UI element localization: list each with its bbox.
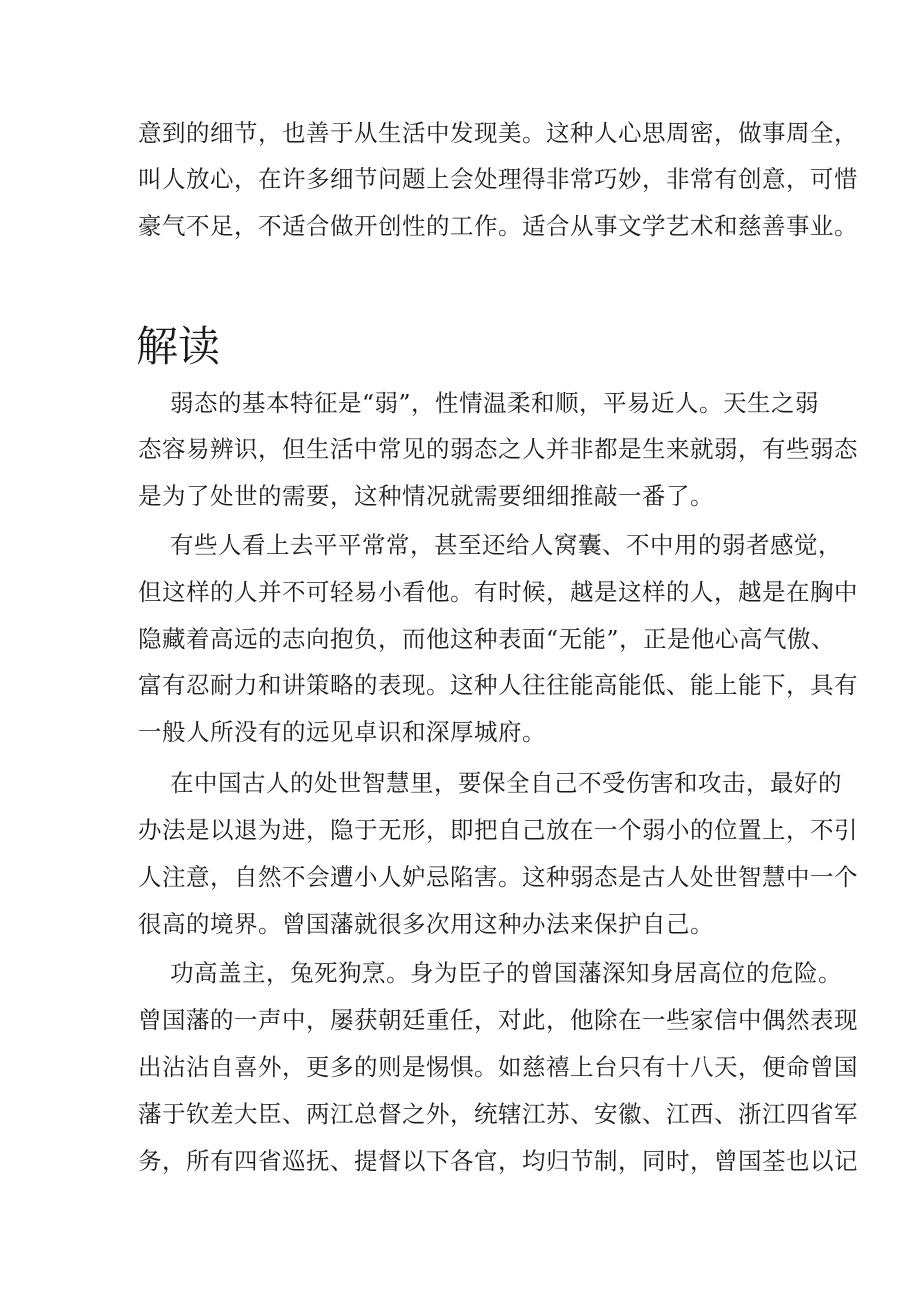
text-line: 有些人看上去平平常常，甚至还给人窝囊、不中用的弱者感觉，: [170, 531, 842, 559]
text-line: 态容易辨识，但生活中常见的弱态之人并非都是生来就弱，有些弱态: [138, 435, 858, 463]
text-line: 曾国藩的一声中，屡获朝廷重任，对此，他除在一些家信中偶然表现: [138, 1006, 858, 1034]
text-line: 办法是以退为进，隐于无形，即把自己放在一个弱小的位置上，不引: [138, 816, 858, 844]
text-line: 豪气不足，不适合做开创性的工作。适合从事文学艺术和慈善事业。: [138, 212, 858, 240]
text-line: 弱态的基本特征是“弱”，性情温柔和顺，平易近人。天生之弱: [170, 389, 820, 417]
text-line: 很高的境界。曾国藩就很多次用这种办法来保护自己。: [138, 910, 714, 938]
text-line: 是为了处世的需要，这种情况就需要细细推敲一番了。: [138, 482, 714, 510]
text-line: 隐藏着高远的志向抱负，而他这种表面“无能”，正是他心高气傲、: [138, 625, 836, 653]
text-line: 富有忍耐力和讲策略的表现。这种人往往能高能低、能上能下，具有: [138, 671, 858, 699]
text-line: 藩于钦差大臣、两江总督之外，统辖江苏、安徽、江西、浙江四省军: [138, 1100, 858, 1128]
section-heading: 解读: [136, 322, 221, 371]
text-line: 但这样的人并不可轻易小看他。有时候，越是这样的人，越是在胸中: [138, 578, 858, 606]
text-line: 功高盖主，兔死狗烹。身为臣子的曾国藩深知身居高位的危险。: [170, 959, 842, 987]
text-line: 意到的细节，也善于从生活中发现美。这种人心思周密，做事周全，: [138, 119, 858, 147]
text-line: 一般人所没有的远见卓识和深厚城府。: [138, 718, 546, 746]
text-line: 在中国古人的处世智慧里，要保全自己不受伤害和攻击，最好的: [170, 769, 842, 797]
text-line: 叫人放心，在许多细节问题上会处理得非常巧妙，非常有创意，可惜: [138, 165, 858, 193]
text-line: 出沾沾自喜外，更多的则是惕惧。如慈禧上台只有十八天，便命曾国: [138, 1053, 858, 1081]
text-line: 务，所有四省巡抚、提督以下各官，均归节制，同时，曾国荃也以记: [138, 1147, 858, 1175]
text-line: 人注意，自然不会遭小人妒忌陷害。这种弱态是古人处世智慧中一个: [138, 863, 858, 891]
